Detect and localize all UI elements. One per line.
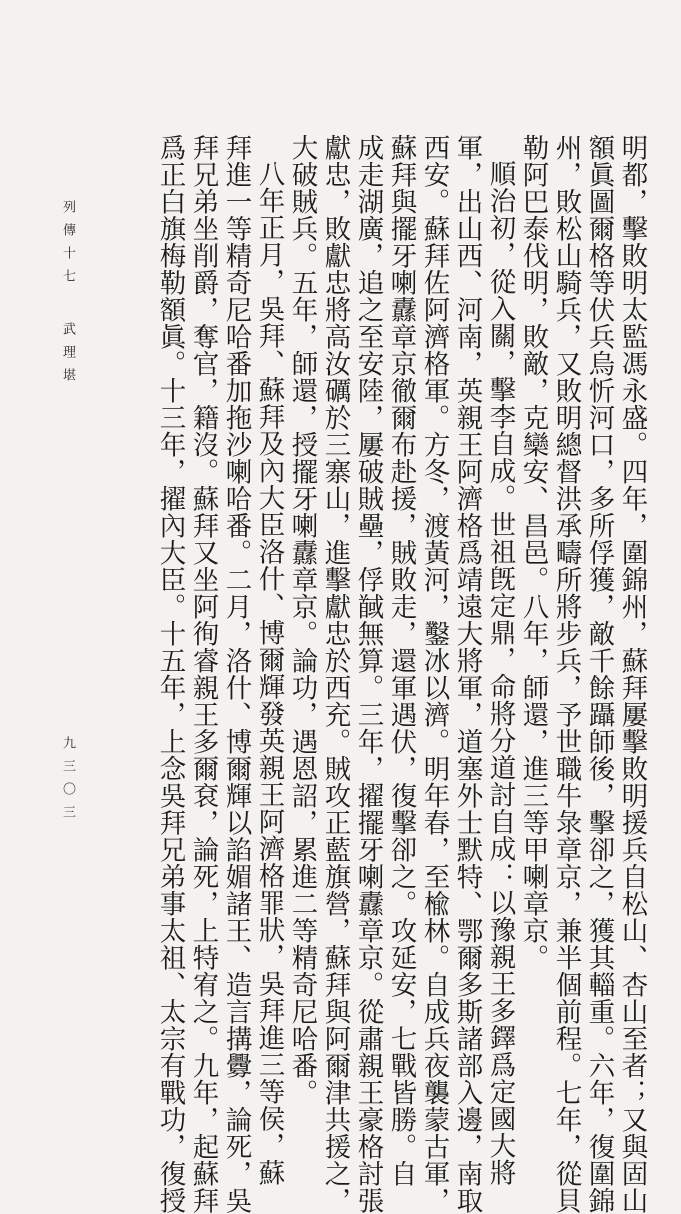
text-column-5: 順治初，從入關，擊李自成。世祖旣定鼎，命將分道討自成：以豫親王多鐸爲定國大將 — [484, 160, 516, 1186]
title-label: 武理堪 — [60, 322, 75, 391]
text-column-9: 成走湖廣，追之至安陸，屢破賊壘，俘馘無算。三年，擢擺牙喇纛章京。從肅親王豪格討張 — [352, 134, 384, 1214]
text-column-10: 獻忠，敗獻忠將高汝礪於三寨山，進擊獻忠於西充。賊攻正藍旗營，蘇拜與阿爾津共援之， — [319, 134, 351, 1214]
text-column-4: 勒阿巴泰伐明，敗敵，克欒安、昌邑。八年，師還，進三等甲喇章京。 — [517, 134, 549, 971]
text-column-14: 拜兄弟坐削爵，奪官，籍沒。蘇拜又坐阿徇睿親王多爾袞，論死，上特宥之。九年，起蘇拜 — [187, 134, 219, 1214]
text-column-12: 八年正月，吳拜、蘇拜及內大臣洛什、博爾輝發英親王阿濟格罪狀，吳拜進三等侯，蘇 — [253, 160, 285, 1186]
text-column-8: 蘇拜與擺牙喇纛章京徹爾布赴援，賊敗走，還軍遇伏，復擊卻之。攻延安，七戰皆勝。自 — [385, 134, 417, 1187]
text-column-13: 拜進一等精奇尼哈番加拖沙喇哈番。二月，洛什、博爾輝以諂媚諸王、造言搆釁，論死，吳 — [220, 134, 252, 1214]
section-label: 列傳十七 — [60, 200, 75, 292]
page-number: 九三〇三 — [60, 736, 75, 828]
text-column-7: 西安。蘇拜佐阿濟格軍。方冬，渡黃河，鑿冰以濟。明年春，至楡林。自成兵夜襲蒙古軍， — [418, 134, 450, 1214]
text-column-3: 州，敗松山騎兵，又敗明總督洪承疇所將步兵，予世職牛彔章京，兼半個前程。七年，從貝 — [550, 134, 582, 1214]
text-column-11: 大破賊兵。五年，師還，授擺牙喇纛章京。論功，遇恩詔，累進二等精奇尼哈番。 — [286, 134, 318, 1106]
text-column-2: 額眞圖爾格等伏兵烏忻河口，多所俘獲，敵千餘躡師後，擊卻之，獲其輜重。六年，復圍錦 — [583, 134, 615, 1214]
text-column-1: 明都，擊敗明太監馮永盛。四年，圍錦州，蘇拜屢擊敗明援兵自松山、杏山至者；又與固山 — [616, 134, 648, 1214]
text-column-15: 爲正白旗梅勒額眞。十三年，擢內大臣。十五年，上念吳拜兄弟事太祖、太宗有戰功，復授 — [154, 134, 186, 1214]
text-column-6: 軍，出山西、河南，英親王阿濟格爲靖遠大將軍，道塞外士默特、鄂爾多斯諸部入邊，南取 — [451, 134, 483, 1214]
